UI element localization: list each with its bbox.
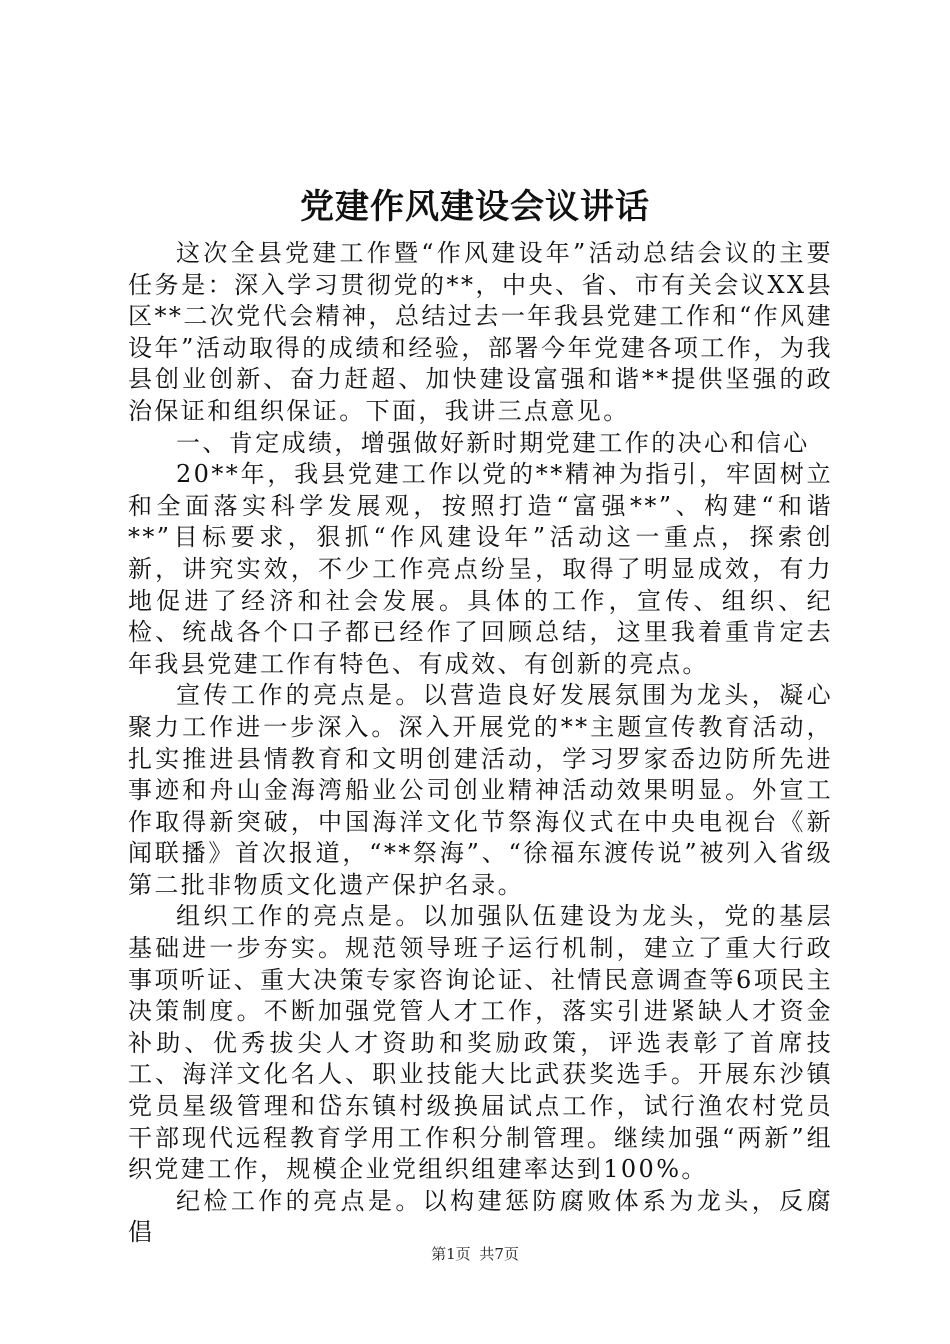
section-heading-1: 一、肯定成绩，增强做好新时期党建工作的决心和信心 (176, 428, 810, 457)
document-title: 党建作风建设会议讲话 (300, 187, 650, 227)
page-footer (0, 1244, 950, 1264)
page-number: 第1页 (431, 1245, 471, 1263)
page-total: 共7页 (479, 1245, 519, 1263)
paragraph-publicity: 宣传工作的亮点是。以营造良好发展氛围为龙头，凝心聚力工作进一步深入。深入开展党的**主题宣传教育活动，扎实推进县情教育和文明创建活动，学习罗家岙边防所先进事迹和舟山金海湾船业公司创业精神活动效果明显。外宣工作取得新突破，中国海洋文化节祭海仪式在中央电视台《新闻联播》首次报道，“**祭海”、“徐福东渡传说”被列入省级第二批非物质文化遗产保护名录。 (128, 681, 833, 899)
paragraph-intro: 这次全县党建工作暨“作风建设年”活动总结会议的主要任务是：深入学习贯彻党的**，中央、省、市有关会议XX县区**二次党代会精神，总结过去一年我县党建工作和“作风建设年”活动取得的成绩和经验，部署今年党建各项工作，为我县创业创新、奋力赶超、加快建设富强和谐**提供坚强的政治保证和组织保证。下面，我讲三点意见。 (128, 239, 833, 425)
paragraph-organization: 组织工作的亮点是。以加强队伍建设为龙头，党的基层基础进一步夯实。规范领导班子运行机制，建立了重大行政事项听证、重大决策专家咨询论证、社情民意调查等6项民主决策制度。不断加强党管人才工作，落实引进紧缺人才资金补助、优秀拔尖人才资助和奖励政策，评选表彰了首席技工、海洋文化名人、职业技能大比武获奖选手。开展东沙镇党员星级管理和岱东镇村级换届试点工作，试行渔农村党员干部现代远程教育学用工作积分制管理。继续加强“两新”组织党建工作，规模企业党组织组建率达到100%。 (128, 902, 833, 1184)
document-body (128, 238, 833, 1249)
paragraph-discipline: 纪检工作的亮点是。以构建惩防腐败体系为龙头，反腐倡 (128, 1186, 833, 1247)
paragraph-achievements: 20**年，我县党建工作以党的**精神为指引，牢固树立和全面落实科学发展观，按照打造“富强**”、构建“和谐**”目标要求，狠抓“作风建设年”活动这一重点，探索创新，讲究实效，不少工作亮点纷呈，取得了明显成效，有力地促进了经济和社会发展。具体的工作，宣传、组织、纪检、统战各个口子都已经作了回顾总结，这里我着重肯定去年我县党建工作有特色、有成效、有创新的亮点。 (128, 460, 833, 678)
